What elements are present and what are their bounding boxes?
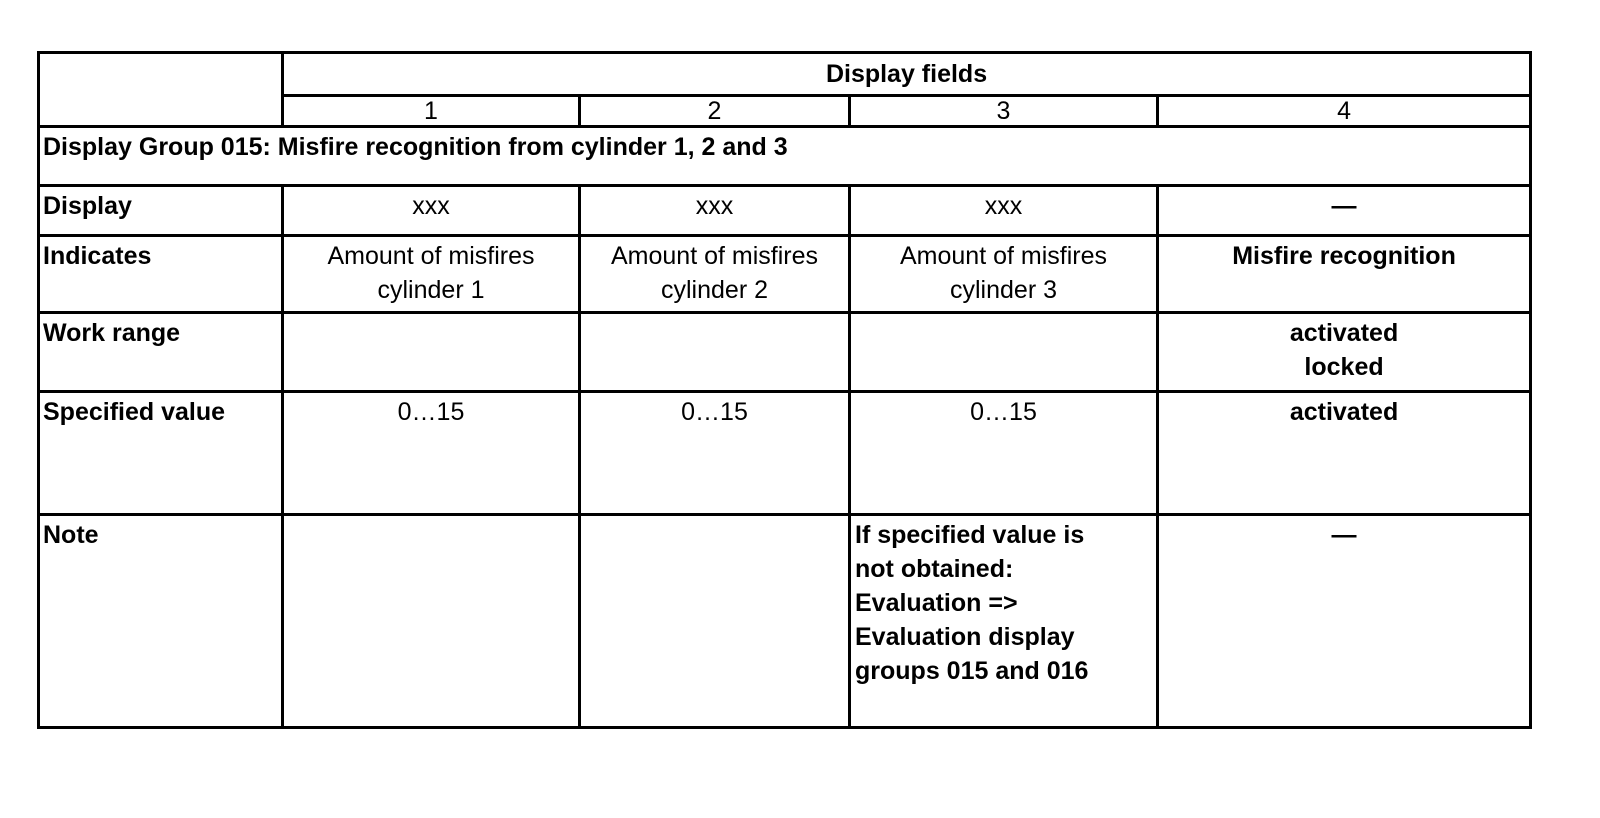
indicates-cell-1	[283, 236, 580, 313]
note-3-line-4: Evaluation display	[855, 623, 1075, 651]
specified-value-4: activated	[1158, 392, 1531, 515]
indicates-1-line-1: Amount of misfires	[327, 242, 535, 270]
note-3-line-2: not obtained:	[855, 555, 1014, 583]
indicates-4-line-1: Misfire recognition	[1232, 242, 1456, 270]
indicates-cell-4	[1158, 236, 1531, 313]
group-title: Display Group 015: Misfire recognition from cylinder 1, 2 and 3	[39, 127, 1531, 186]
column-number-1: 1	[283, 96, 580, 127]
display-group-table	[37, 51, 1532, 729]
indicates-cell-3	[850, 236, 1158, 313]
specified-value-2: 0…15	[580, 392, 850, 515]
row-note	[39, 515, 1531, 728]
note-cell-1	[283, 515, 580, 728]
display-fields-header: Display fields	[283, 53, 1531, 96]
indicates-2-line-1: Amount of misfires	[610, 242, 818, 270]
note-4-line-1: —	[1331, 521, 1357, 549]
indicates-cell-2	[580, 236, 850, 313]
display-value-2: xxx	[580, 186, 850, 236]
row-label-work-range: Work range	[39, 313, 283, 392]
column-number-4: 4	[1158, 96, 1531, 127]
row-label-note: Note	[39, 515, 283, 728]
note-cell-4	[1158, 515, 1531, 728]
display-value-4: —	[1158, 186, 1531, 236]
work-range-cell-3	[850, 313, 1158, 392]
note-cell-2	[580, 515, 850, 728]
row-label-indicates: Indicates	[39, 236, 283, 313]
specified-value-1: 0…15	[283, 392, 580, 515]
note-cell-3	[850, 515, 1158, 728]
display-value-1: xxx	[283, 186, 580, 236]
row-work-range	[39, 313, 1531, 392]
indicates-2-line-2: cylinder 2	[661, 276, 768, 304]
note-3-line-5: groups 015 and 016	[855, 657, 1089, 685]
row-indicates	[39, 236, 1531, 313]
indicates-3-line-1: Amount of misfires	[899, 242, 1107, 270]
row-label-display: Display	[39, 186, 283, 236]
work-range-4-line-1: activated	[1289, 319, 1399, 347]
indicates-1-line-2: cylinder 1	[377, 276, 485, 304]
work-range-cell-4	[1158, 313, 1531, 392]
row-label-specified-value: Specified value	[39, 392, 283, 515]
work-range-cell-1	[283, 313, 580, 392]
specified-value-3: 0…15	[850, 392, 1158, 515]
work-range-4-line-2: locked	[1304, 353, 1384, 381]
note-3-line-1: If specified value is	[855, 521, 1085, 549]
note-3-line-3: Evaluation =>	[855, 589, 1018, 617]
group-title-row	[39, 127, 1531, 186]
header-corner-cell	[39, 53, 283, 127]
column-number-2: 2	[580, 96, 850, 127]
display-value-3: xxx	[850, 186, 1158, 236]
indicates-3-line-2: cylinder 3	[950, 276, 1057, 304]
header-row	[39, 53, 1531, 96]
row-specified-value	[39, 392, 1531, 515]
work-range-cell-2	[580, 313, 850, 392]
column-number-3: 3	[850, 96, 1158, 127]
row-display	[39, 186, 1531, 236]
